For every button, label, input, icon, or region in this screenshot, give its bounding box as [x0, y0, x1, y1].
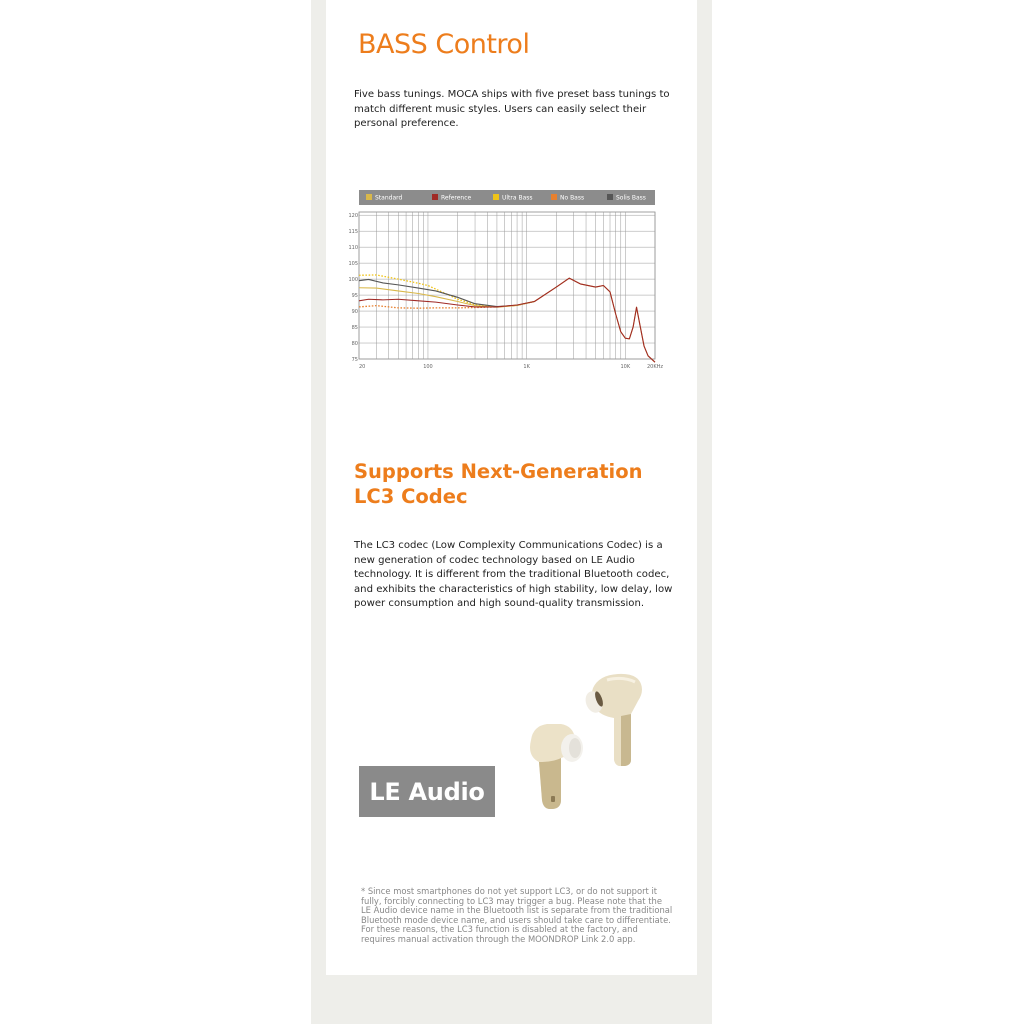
legend-swatch [493, 194, 499, 200]
legend-label: Standard [375, 194, 403, 202]
y-tick-label: 100 [348, 276, 358, 283]
legend-swatch [366, 194, 372, 200]
legend-swatch [551, 194, 557, 200]
legend-swatch [432, 194, 438, 200]
y-tick-label: 115 [348, 228, 358, 235]
y-tick-label: 75 [351, 356, 358, 363]
y-tick-label: 110 [348, 244, 358, 251]
legend-label: Solis Bass [616, 194, 646, 202]
earbud-left [530, 724, 583, 809]
y-tick-label: 95 [351, 292, 358, 299]
y-tick-label: 120 [348, 212, 358, 219]
y-tick-label: 90 [351, 308, 358, 315]
legend-label: Ultra Bass [502, 194, 533, 202]
bass-control-heading: BASS Control [358, 29, 530, 60]
x-tick-label: 20KHz [646, 364, 664, 370]
y-tick-label: 105 [348, 260, 358, 267]
y-tick-label: 80 [351, 340, 358, 347]
earbud-right [583, 674, 642, 766]
bass-control-description: Five bass tunings. MOCA ships with five preset bass tunings to match different music styles. Users can easily select their personal preference. [354, 89, 670, 130]
lc3-heading: Supports Next-Generation LC3 Codec [354, 460, 643, 508]
legend-label: No Bass [560, 194, 585, 202]
legend-swatch [607, 194, 613, 200]
earbuds-product-image [515, 668, 665, 818]
x-tick-label: 100 [423, 364, 433, 370]
x-tick-label: 1K [523, 364, 530, 370]
lc3-footnote: * Since most smartphones do not yet support LC3, or do not support it fully, forcibly connecting to LC3 may trigger a bug. Please note that the LE Audio device name in the Bluetooth list is separate from the traditional Bluetooth mode device name, and users should take care to differentiate. For these reasons, the LC3 function is disabled at the factory, and requires manual activation through the MOONDROP Link 2.0 app. [361, 886, 673, 944]
x-tick-label: 20 [359, 364, 366, 370]
le-audio-badge: LE Audio [359, 766, 495, 817]
frequency-response-chart [348, 187, 674, 373]
legend-label: Reference [441, 194, 472, 202]
x-tick-label: 10K [620, 364, 631, 370]
lc3-description: The LC3 codec (Low Complexity Communications Codec) is a new generation of codec technology based on LE Audio technology. It is different from the traditional Bluetooth codec, and exhibits the characteristics of high stability, low delay, low power consumption and high sound-quality transmission. [354, 540, 673, 610]
y-tick-label: 85 [351, 324, 358, 331]
